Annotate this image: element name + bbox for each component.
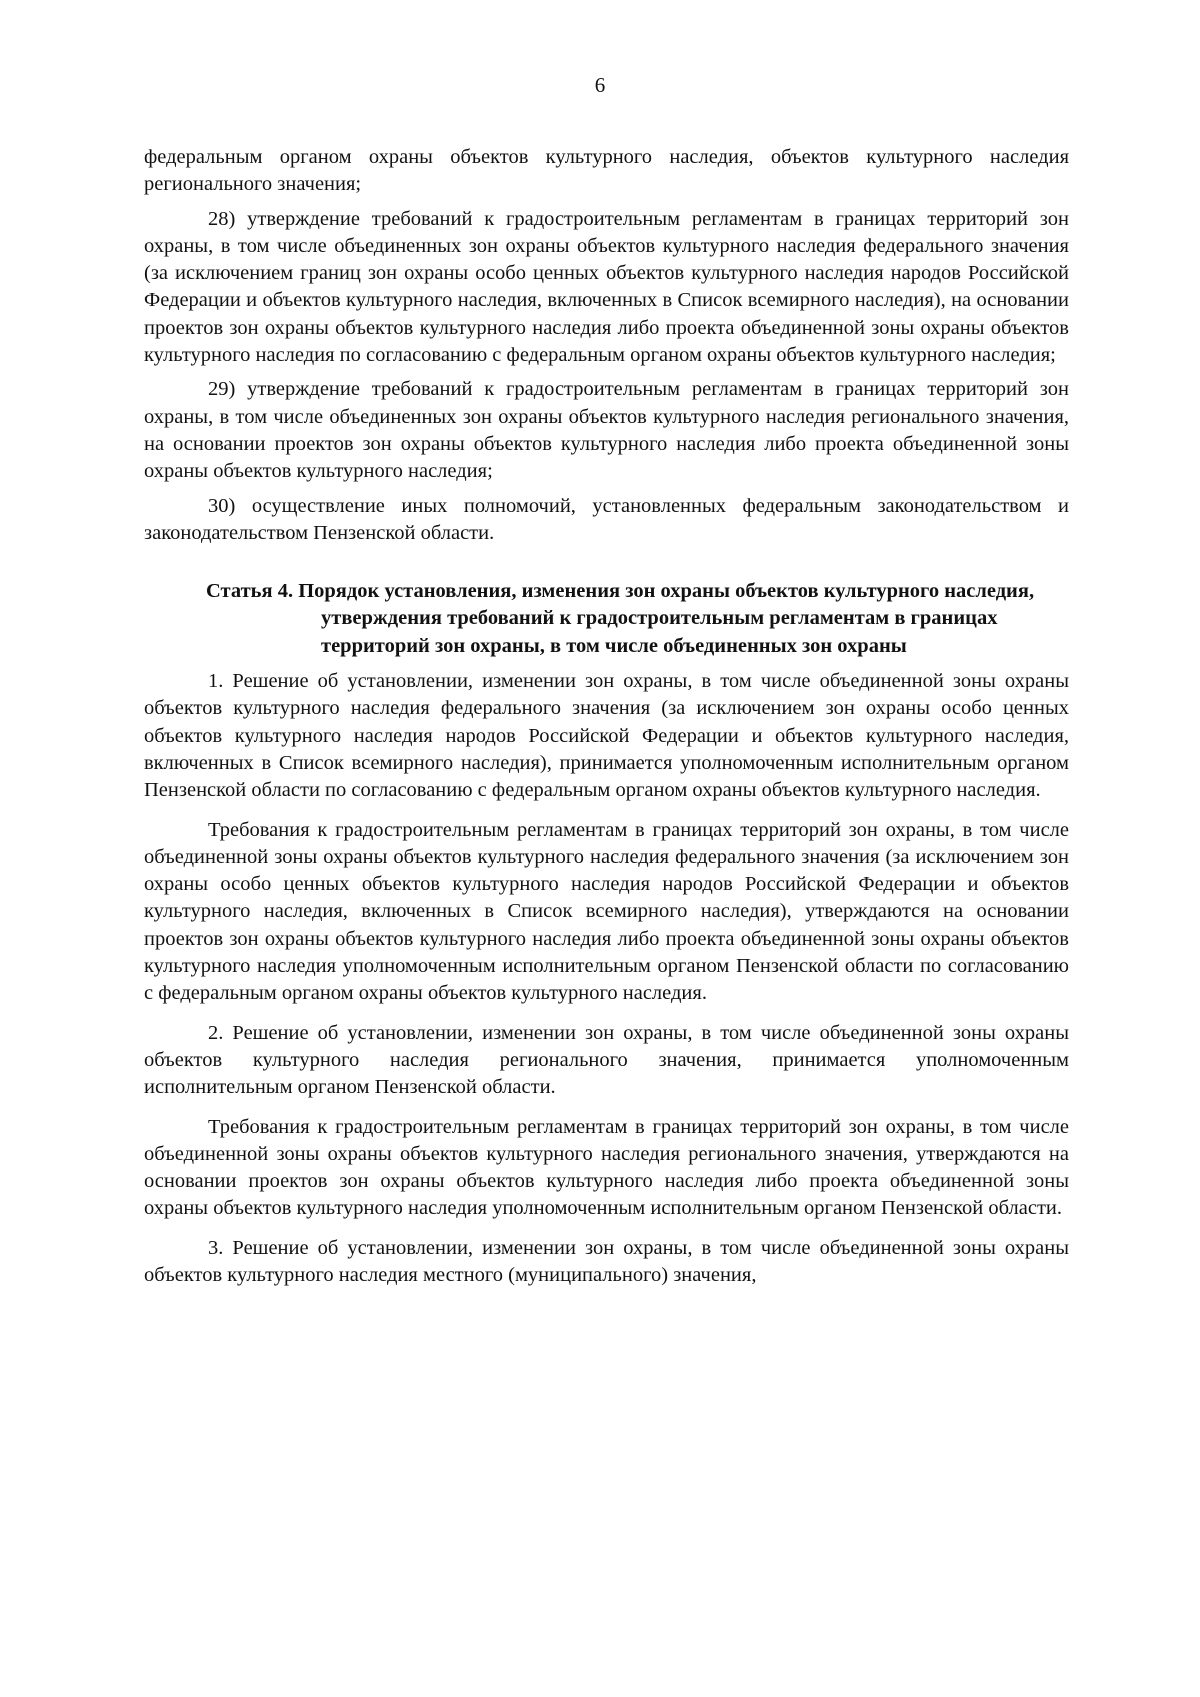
article-heading: Статья 4. Порядок установления, изменения зон охраны объектов культурного наследия, утверждения требований к градостроительным регламентам в границах территорий зон охраны, в том числе объединенных зон охраны [206,580,1035,657]
paragraph-item-29: 29) утверждение требований к градостроительным регламентам в границах территорий зон охраны, в том числе объединенных зон охраны объектов культурного наследия регионального значения, на основании проектов зон охраны объектов культурного наследия либо проекта объединенной зоны охраны объектов культурного наследия; [144,378,1069,483]
page-number: 6 [594,73,606,97]
paragraph-item-30: 30) осуществление иных полномочий, установленных федеральным законодательством и законодательством Пензенской области. [144,494,1069,544]
paragraph-article-4-part-3: 3. Решение об установлении, изменении зон охраны, в том числе объединенной зоны охраны объектов культурного наследия местного (муниципального) значения, [144,1236,1069,1286]
paragraph-article-4-part-1-requirements: Требования к градостроительным регламентам в границах территорий зон охраны, в том числе объединенной зоны охраны объектов культурного наследия федерального значения (за исключением зон охраны особо ценных объектов культурного наследия народов Российской Федерации и объектов культурного наследия, включенных в Список всемирного наследия), утверждаются на основании проектов зон охраны объектов культурного наследия либо проекта объединенной зоны охраны объектов культурного наследия уполномоченным исполнительным органом Пензенской области по согласованию с федеральным органом охраны объектов культурного наследия. [144,818,1069,1005]
paragraph-article-4-part-2: 2. Решение об установлении, изменении зон охраны, в том числе объединенной зоны охраны объектов культурного наследия регионального значения, принимается уполномоченным исполнительным органом Пензенской области. [144,1021,1069,1099]
paragraph-continuation: федеральным органом охраны объектов культурного наследия, объектов культурного наследия регионального значения; [144,146,1069,196]
paragraph-item-28: 28) утверждение требований к градостроительным регламентам в границах территорий зон охраны, в том числе объединенных зон охраны объектов культурного наследия федерального значения (за исключением границ зон охраны особо ценных объектов культурного наследия народов Российской Федерации и объектов культурного наследия, включенных в Список всемирного наследия), на основании проектов зон охраны объектов культурного наследия либо проекта объединенной зоны охраны объектов культурного наследия по согласованию с федеральным органом охраны объектов культурного наследия; [144,207,1069,367]
paragraph-article-4-part-2-requirements: Требования к градостроительным регламентам в границах территорий зон охраны, в том числе объединенной зоны охраны объектов культурного наследия регионального значения, утверждаются на основании проектов зон охраны объектов культурного наследия либо проекта объединенной зоны охраны объектов культурного наследия уполномоченным исполнительным органом Пензенской области. [144,1115,1069,1220]
paragraph-article-4-part-1: 1. Решение об установлении, изменении зон охраны, в том числе объединенной зоны охраны объектов культурного наследия федерального значения (за исключением зон охраны особо ценных объектов культурного наследия народов Российской Федерации и объектов культурного наследия, включенных в Список всемирного наследия), принимается уполномоченным исполнительным органом Пензенской области по согласованию с федеральным органом охраны объектов культурного наследия. [144,670,1069,802]
document-body [144,144,1069,1289]
